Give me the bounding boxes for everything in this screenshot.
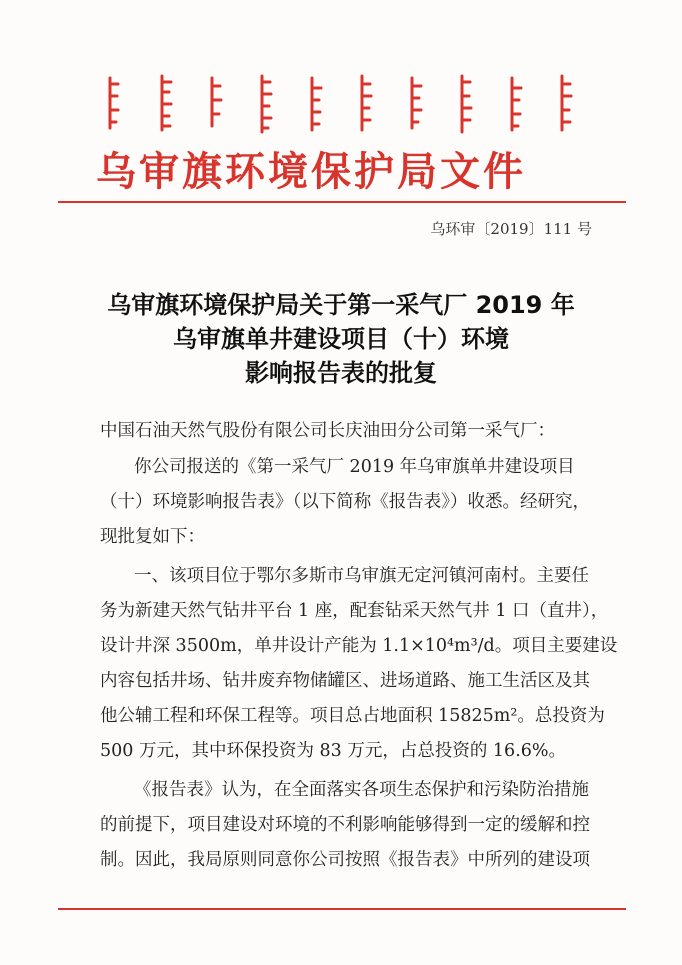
body-line: 500 万元，其中环保投资为 83 万元，占总投资的 16.6%。 (100, 741, 567, 761)
body-line: 现批复如下： (100, 527, 205, 547)
body-line: 内容包括井场、钻井废弃物储罐区、进场道路、施工生活区及其 (100, 671, 590, 691)
body-line: 制。因此，我局原则同意你公司按照《报告表》中所列的建设项 (100, 850, 590, 870)
mongolian-script-header (100, 70, 580, 140)
document-title-line-1: 乌审旗环境保护局关于第一采气厂 2019 年 (107, 291, 575, 319)
body-line: 的前提下，项目建设对环境的不利影响能够得到一定的缓解和控 (100, 815, 590, 835)
body-line: 设计井深 3500m，单井设计产能为 1.1×10⁴m³/d。项目主要建设 (100, 636, 618, 656)
body-line: 一、该项目位于鄂尔多斯市乌审旗无定河镇河南村。主要任 (134, 566, 589, 586)
footer-divider (58, 908, 626, 910)
document-number: 乌环审〔2019〕111 号 (430, 220, 592, 238)
body-line: 他公辅工程和环保工程等。项目总占地面积 15825m²。总投资为 (100, 706, 605, 726)
body-line: （十）环境影响报告表》（以下简称《报告表》）收悉。经研究， (100, 492, 590, 512)
header-divider (58, 201, 626, 203)
body-line: 务为新建天然气钻井平台 1 座，配套钻采天然气井 1 口（直井）， (100, 601, 609, 621)
recipient-line: 中国石油天然气股份有限公司长庆油田分公司第一采气厂： (100, 421, 555, 441)
document-title-line-2: 乌审旗单井建设项目（十）环境 (173, 325, 509, 353)
body-line: 《报告表》认为，在全面落实各项生态保护和污染防治措施 (134, 780, 589, 800)
issuing-organization-title: 乌审旗环境保护局文件 (96, 149, 526, 195)
document-title-line-3: 影响报告表的批复 (245, 359, 437, 387)
body-line: 你公司报送的《第一采气厂 2019 年乌审旗单井建设项目 (134, 457, 575, 477)
